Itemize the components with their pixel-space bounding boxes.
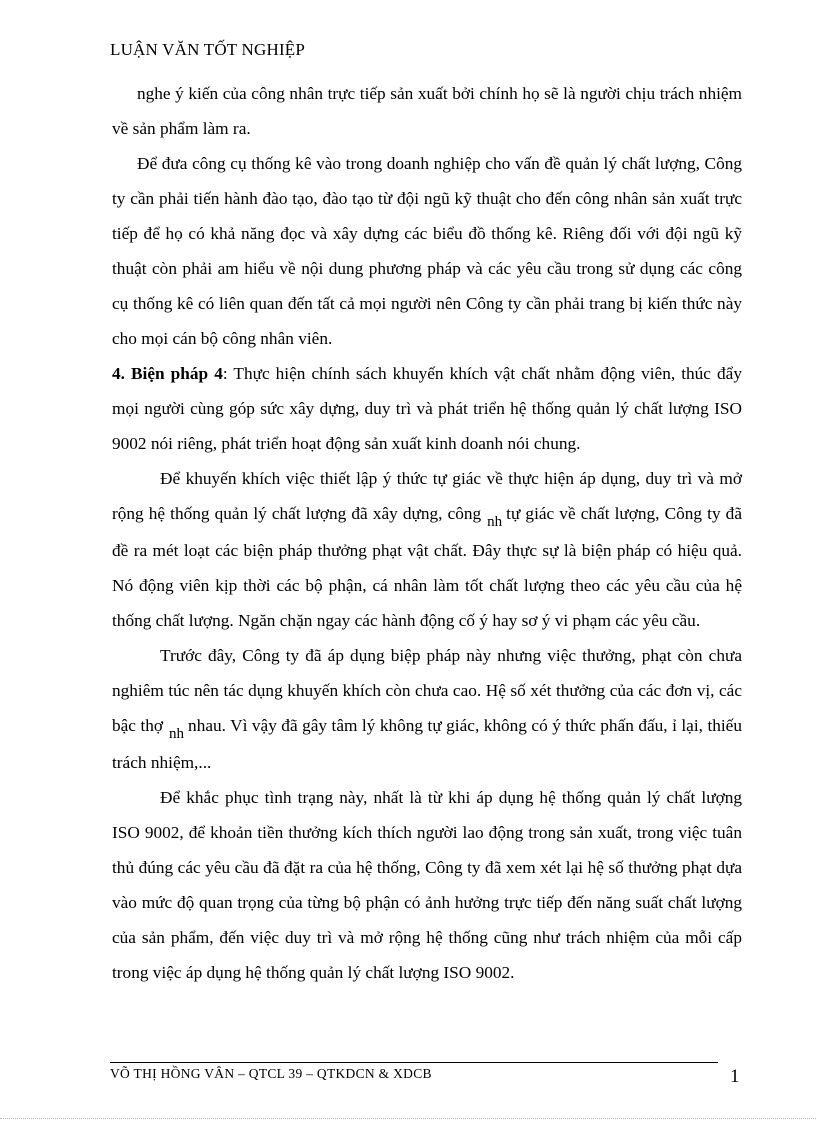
paragraph-4 [112,461,742,638]
paragraph-3-text: : Thực hiện chính sách khuyến khích vật chất nhằm động viên, thúc đẩy mọi người cùng góp sức xây dựng, duy trì và phát triển hệ thống quản lý chất lượng ISO 9002 nói riêng, phát triển hoạt động sản xuất kinh doanh nói chung. [112,364,742,453]
document-body [112,76,742,990]
running-header: LUẬN VĂN TỐT NGHIỆP [110,40,306,59]
paragraph-5-part-b: nhau. Vì vậy đã gây tâm lý không tự giác, không có ý thức phấn đấu, ỉ lại, thiếu trách nhiệm,... [112,716,742,772]
paragraph-5-subscript: nh [169,726,185,742]
paragraph-2: Để đưa công cụ thống kê vào trong doanh nghiệp cho vấn đề quản lý chất lượng, Công ty cần phải tiến hành đào tạo, đào tạo từ đội ngũ kỹ thuật cho đến công nhân sản xuất trực tiếp để họ có khả năng đọc và xây dựng các biểu đồ thống kê. Riêng đối với đội ngũ kỹ thuật còn phải am hiểu về nội dung phương pháp và các yêu cầu trong sử dụng các công cụ thống kê có liên quan đến tất cả mọi người nên Công ty cần phải trang bị kiến thức này cho mọi cán bộ công nhân viên. [112,154,742,348]
page-bottom-dotted-line [0,1118,816,1119]
paragraph-5-part-a: Trước đây, Công ty đã áp dụng biệp pháp này nhưng việc thưởng, phạt còn chưa nghiêm túc nên tác dụng khuyến khích còn chưa cao. Hệ số xét thưởng của các đơn vị, các bậc thợ [112,646,742,735]
page-number: 1 [730,1066,740,1087]
paragraph-1: nghe ý kiến của công nhân trực tiếp sản xuất bởi chính họ sẽ là người chịu trách nhiệm về sản phẩm làm ra. [112,84,742,138]
paragraph-3 [112,356,742,461]
section-heading-bien-phap-4: 4. Biện pháp 4 [112,364,223,383]
footer-divider [110,1062,718,1063]
paragraph-4-part-a: Để khuyến khích việc thiết lập ý thức tự giác về thực hiện áp dụng, duy trì và mở rộng hệ thống quản lý chất lượng đã xây dựng, công [112,469,742,523]
paragraph-5 [112,638,742,780]
paragraph-6: Để khắc phục tình trạng này, nhất là từ khi áp dụng hệ thống quản lý chất lượng ISO 9002, để khoản tiền thưởng kích thích người lao động trong sản xuất, trong việc tuân thủ đúng các yêu cầu đã đặt ra của hệ thống, Công ty đã xem xét lại hệ số thưởng phạt dựa vào mức độ quan trọng của từng bộ phận có ảnh hưởng trực tiếp đến năng suất chất lượng của sản phẩm, đến việc duy trì và mở rộng hệ thống cũng như trách nhiệm của mỗi cấp trong việc áp dụng hệ thống quản lý chất lượng ISO 9002. [112,788,742,982]
paragraph-4-part-b: tự giác về chất lượng, Công ty đã đề ra mét loạt các biện pháp thưởng phạt vật chất. Đây thực sự là biện pháp có hiệu quả. Nó động viên kịp thời các bộ phận, cá nhân làm tốt chất lượng theo các yêu cầu của hệ thống chất lượng. Ngăn chặn ngay các hành động cố ý hay sơ ý vi phạm các yêu cầu. [112,504,742,630]
footer-author: VÕ THỊ HỒNG VÂN – QTCL 39 – QTKDCN & XDCB [110,1066,432,1081]
paragraph-4-subscript: nh [487,514,503,530]
